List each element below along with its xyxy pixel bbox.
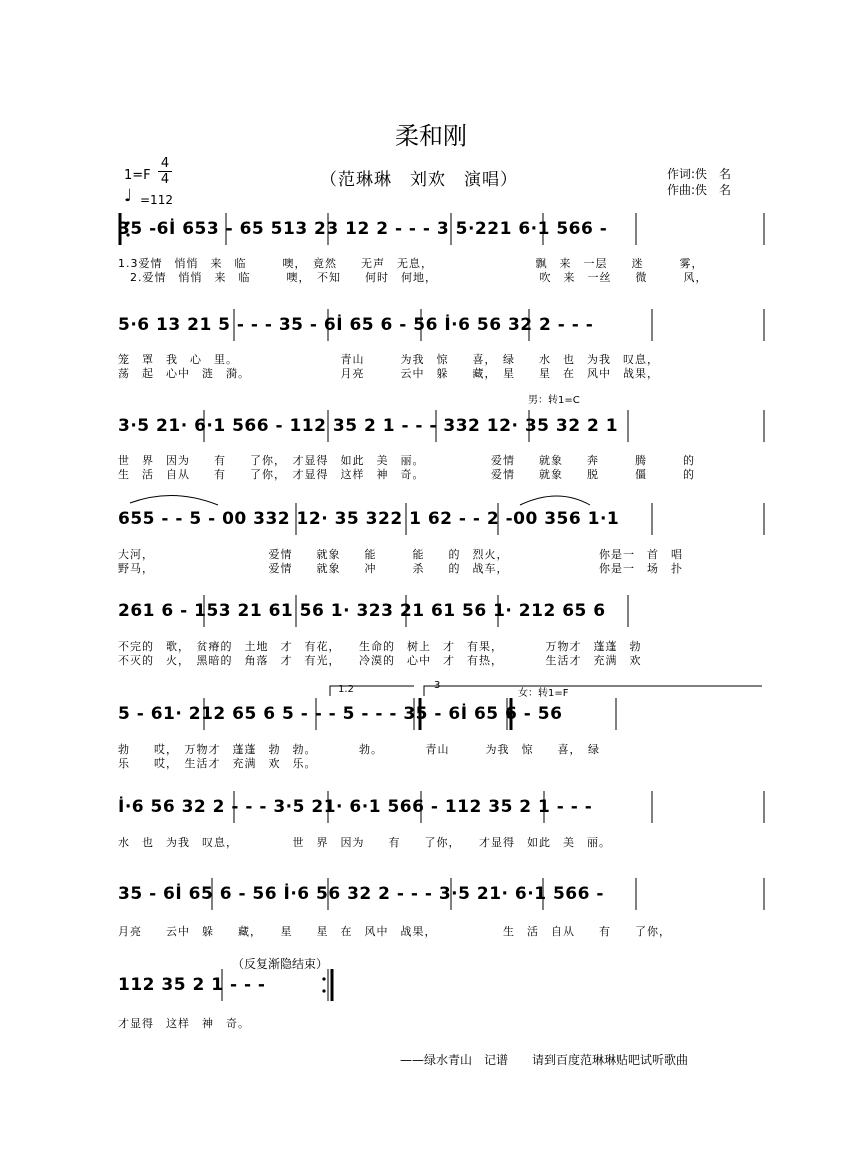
score-row bbox=[118, 408, 766, 444]
score-row bbox=[118, 696, 766, 732]
time-signature-bottom: 4 bbox=[158, 171, 172, 187]
female-modulation: 女：转1=F bbox=[518, 688, 569, 699]
time-signature bbox=[158, 156, 172, 187]
score-row bbox=[118, 307, 766, 343]
notes: 112 35 2 1 - - - bbox=[118, 975, 266, 995]
score-row bbox=[118, 876, 766, 912]
song-title: 柔和刚 bbox=[395, 122, 467, 150]
male-modulation: 男：转1=C bbox=[528, 395, 580, 406]
lyric-line: 野马， 爱情 就象 冲 杀 的 战车， 你是一 场 扑 bbox=[118, 562, 683, 575]
performers: （范琳琳 刘欢 演唱） bbox=[320, 170, 518, 190]
quarter-note-icon: ♩ bbox=[124, 186, 133, 206]
notes: 35 - 6İ 65 6 - 56 İ·6 56 32 2 - - - 3·5 21· 6·1 566 - bbox=[118, 884, 604, 904]
notes: 5·6 13 21 5 - - - 35 - 6İ 65 6 - 56 İ·6 56 32 2 - - - bbox=[118, 315, 594, 335]
composer: 作曲:佚 名 bbox=[667, 183, 732, 197]
notes: 3·5 21· 6·1 566 - 112 35 2 1 - - - 332 12· 35 32 2 1 bbox=[118, 416, 619, 436]
score-row bbox=[118, 501, 766, 537]
volta-1: 1.2 bbox=[338, 684, 354, 695]
lyric-line: 不完的 歌， 贫瘠的 土地 才 有花， 生命的 树上 才 有果， 万物才 蓬蓬 勃 bbox=[118, 640, 642, 653]
notes: 261 6 - 153 21 61 56 1· 323 21 61 56 1· 212 65 6 bbox=[118, 601, 606, 621]
lyric-line: 才显得 这样 神 奇。 bbox=[118, 1017, 250, 1030]
lyric-line: 乐 哎， 生活才 充满 欢 乐。 bbox=[118, 757, 317, 770]
lyric-line: 荡 起 心中 涟 漪。 月亮 云中 躲 藏， 星 星 在 风中 战果， bbox=[118, 367, 659, 380]
lyricist: 作词:佚 名 bbox=[667, 167, 732, 181]
lyric-line: 月亮 云中 躲 藏， 星 星 在 风中 战果， 生 活 自从 有 了你， bbox=[118, 925, 671, 938]
lyric-line: 生 活 自从 有 了你， 才显得 这样 神 奇。 爱情 就象 脱 僵 的 bbox=[118, 468, 695, 481]
lyric-line: 世 界 因为 有 了你， 才显得 如此 美 丽。 爱情 就象 奔 腾 的 bbox=[118, 454, 695, 467]
notes: 35 -6İ 653 - 65 513 23 12 2 - - - 3 5·221 6·1 566 - bbox=[118, 219, 608, 239]
notes: 5 - 61· 212 65 6 5 - - - 5 - - - 35 - 6İ 65 6 - 56 bbox=[118, 704, 563, 724]
lyric-line: 1.3爱情 悄悄 来 临 噢， 竟然 无声 无息， 飘 来 一层 迷 雾， bbox=[118, 257, 704, 270]
lyric-line: 不灭的 火， 黑暗的 角落 才 有光， 冷漠的 心中 才 有热， 生活才 充满 欢 bbox=[118, 654, 642, 667]
score-row bbox=[118, 967, 766, 1003]
score-row bbox=[118, 593, 766, 629]
lyric-line: 水 也 为我 叹息， 世 界 因为 有 了你， 才显得 如此 美 丽。 bbox=[118, 836, 611, 849]
key-signature: 1=F bbox=[124, 168, 151, 183]
lyric-line: 笼 罩 我 心 里。 青山 为我 惊 喜， 绿 水 也 为我 叹息， bbox=[118, 353, 659, 366]
notes: İ·6 56 32 2 - - - 3·5 21· 6·1 566 - 112 35 2 1 - - - bbox=[118, 797, 593, 817]
lyric-line: 勃 哎， 万物才 蓬蓬 勃 勃。 勃。 青山 为我 惊 喜， 绿 bbox=[118, 743, 600, 756]
footer-credit: ——绿水青山 记谱 请到百度范琳琳贴吧试听歌曲 bbox=[400, 1053, 689, 1067]
volta-2: 3 bbox=[434, 680, 441, 691]
score-row bbox=[118, 211, 766, 247]
lyric-line: 大河， 爱情 就象 能 能 的 烈火， 你是一 首 唱 bbox=[118, 548, 683, 561]
time-signature-top: 4 bbox=[160, 156, 170, 171]
tempo: =112 bbox=[140, 193, 173, 207]
ending-note: （反复渐隐结束） bbox=[232, 957, 329, 971]
lyric-line: 2.爱情 悄悄 来 临 噢， 不知 何时 何地， 吹 来 一丝 微 风， bbox=[118, 271, 708, 284]
notes: 655 - - 5 - 00 332 12· 35 322 1 62 - - 2 -00 356 1·1 bbox=[118, 509, 620, 529]
score-row bbox=[118, 789, 766, 825]
